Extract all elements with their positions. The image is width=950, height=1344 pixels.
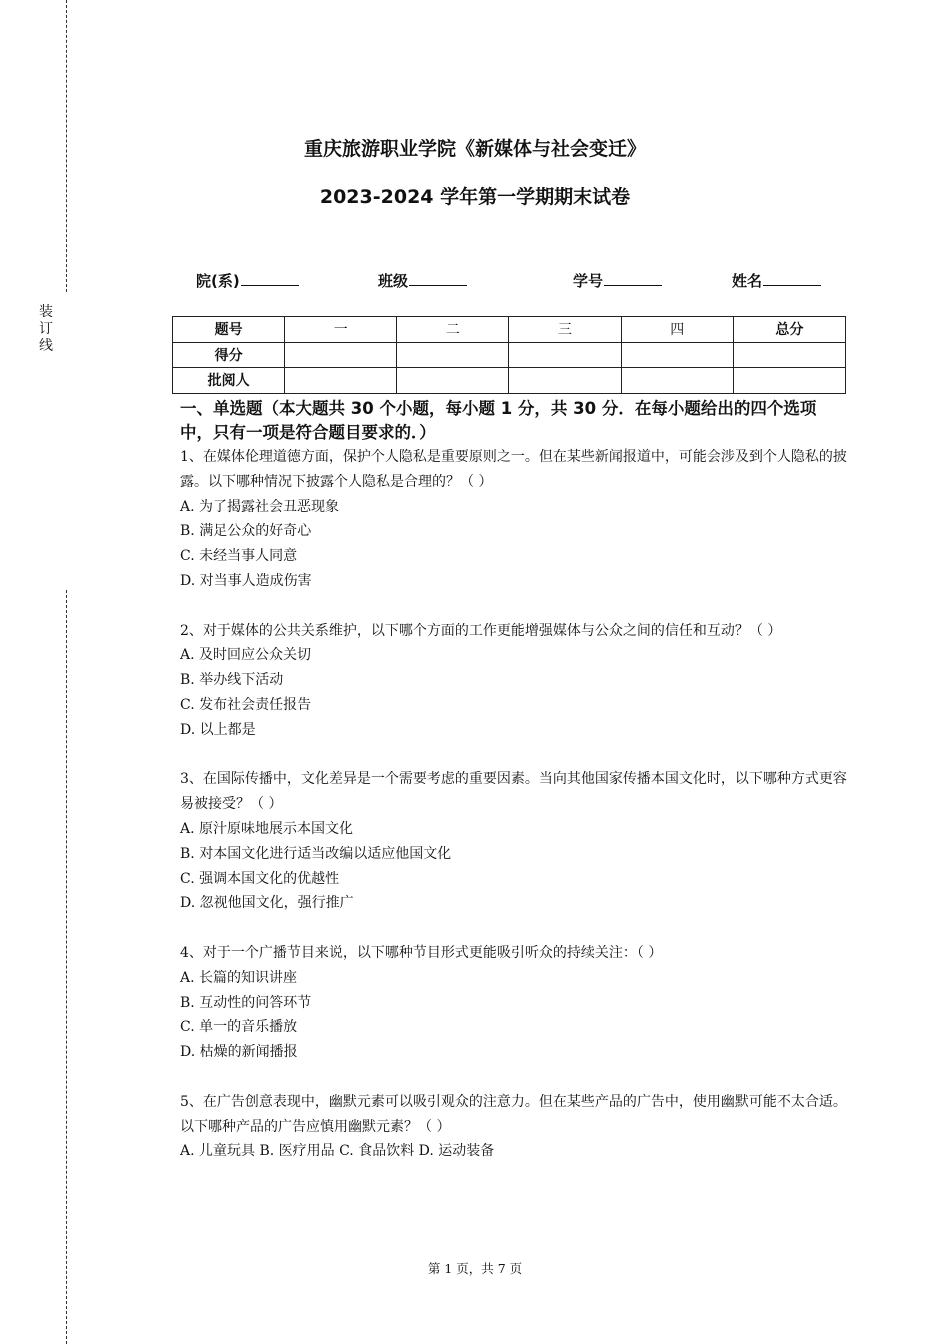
grader-cell[interactable] — [397, 368, 509, 394]
score-table-score-row — [173, 342, 846, 368]
question-option[interactable]: B. 满足公众的好奇心 — [180, 523, 312, 540]
page-footer: 第 1 页，共 7 页 — [427, 1261, 523, 1276]
score-table-header-cell: 三 — [509, 317, 621, 343]
score-table-header-row — [173, 317, 846, 343]
binding-label-char: 订 — [39, 321, 53, 337]
exam-title: 重庆旅游职业学院《新媒体与社会变迁》 — [303, 138, 646, 160]
question-option[interactable]: A. 及时回应公众关切 — [180, 647, 312, 664]
score-table-header-cell: 总分 — [733, 317, 845, 343]
binding-line-bottom — [66, 590, 67, 1344]
class-blank[interactable] — [409, 271, 467, 286]
question-option[interactable]: B. 互动性的问答环节 — [180, 994, 312, 1011]
question-option[interactable]: D. 枯燥的新闻播报 — [180, 1044, 298, 1061]
binding-label-char: 装 — [39, 304, 53, 320]
question-option[interactable]: C. 发布社会责任报告 — [180, 696, 312, 713]
question-stem: 3、在国际传播中，文化差异是一个需要考虑的重要因素。当向其他国家传播本国文化时，以下哪种方式更容易被接受？（ ） — [180, 771, 847, 813]
score-cell[interactable] — [397, 342, 509, 368]
score-cell[interactable] — [509, 342, 621, 368]
department-field[interactable] — [196, 270, 299, 291]
score-cell[interactable] — [621, 342, 733, 368]
student-id-label: 学号 — [573, 272, 604, 290]
score-cell[interactable] — [285, 342, 397, 368]
question-option[interactable]: D. 以上都是 — [180, 721, 256, 738]
score-table-header-cell: 二 — [397, 317, 509, 343]
question-item — [180, 941, 848, 1065]
grader-cell[interactable] — [733, 368, 845, 394]
question-item — [180, 1090, 848, 1164]
grader-cell[interactable] — [285, 368, 397, 394]
question-option[interactable]: C. 单一的音乐播放 — [180, 1019, 298, 1036]
class-label: 班级 — [378, 272, 409, 290]
question-item — [180, 445, 848, 594]
question-stem: 1、在媒体伦理道德方面，保护个人隐私是重要原则之一。但在某些新闻报道中，可能会涉及到个人隐私的披露。以下哪种情况下披露个人隐私是合理的？（ ） — [180, 449, 847, 490]
question-option[interactable]: D. 对当事人造成伤害 — [180, 572, 312, 589]
question-option[interactable]: B. 对本国文化进行适当改编以适应他国文化 — [180, 845, 452, 862]
question-option[interactable]: C. 强调本国文化的优越性 — [180, 870, 340, 887]
exam-subtitle: 2023-2024 学年第一学期期末试卷 — [319, 186, 631, 208]
student-id-blank[interactable] — [604, 271, 662, 286]
grader-cell[interactable] — [509, 368, 621, 394]
question-option[interactable]: D. 忽视他国文化，强行推广 — [180, 895, 354, 912]
score-table-grader-row — [173, 368, 846, 394]
score-row-label: 得分 — [173, 342, 285, 368]
class-field[interactable] — [378, 270, 467, 291]
question-option[interactable]: A. 原汁原味地展示本国文化 — [180, 820, 354, 837]
score-table — [172, 316, 846, 394]
question-stem: 4、对于一个广播节目来说，以下哪种节目形式更能吸引听众的持续关注：（ ） — [180, 944, 663, 961]
name-blank[interactable] — [763, 271, 821, 286]
score-table-header-cell: 题号 — [173, 317, 285, 343]
question-item — [180, 619, 848, 743]
score-table-header-cell: 四 — [621, 317, 733, 343]
question-option[interactable]: A. 为了揭露社会丑恶现象 — [180, 498, 340, 515]
section-heading: 一、单选题（本大题共 30 个小题，每小题 1 分，共 30 分．在每小题给出的四个选项中，只有一项是符合题目要求的．） — [180, 399, 817, 442]
binding-label-char: 线 — [39, 338, 53, 354]
question-stem: 2、对于媒体的公共关系维护，以下哪个方面的工作更能增强媒体与公众之间的信任和互动？（ ） — [180, 622, 782, 639]
name-label: 姓名 — [732, 272, 763, 290]
student-id-field[interactable] — [573, 270, 662, 291]
department-blank[interactable] — [241, 271, 299, 286]
grader-row-label: 批阅人 — [173, 368, 285, 394]
grader-cell[interactable] — [621, 368, 733, 394]
department-label: 院(系) — [196, 272, 240, 290]
question-option[interactable]: A. 长篇的知识讲座 — [180, 969, 298, 986]
name-field[interactable] — [732, 270, 821, 291]
score-cell[interactable] — [733, 342, 845, 368]
question-option[interactable]: C. 未经当事人同意 — [180, 548, 298, 565]
question-option[interactable]: A. 儿童玩具 B. 医疗用品 C. 食品饮料 D. 运动装备 — [180, 1143, 495, 1160]
binding-label — [38, 304, 54, 355]
question-item — [180, 767, 848, 916]
question-stem: 5、在广告创意表现中，幽默元素可以吸引观众的注意力。但在某些产品的广告中，使用幽默可能不太合适。以下哪种产品的广告应慎用幽默元素？（ ） — [180, 1093, 847, 1135]
score-table-header-cell: 一 — [285, 317, 397, 343]
question-list — [180, 445, 848, 1164]
question-option[interactable]: B. 举办线下活动 — [180, 672, 284, 689]
